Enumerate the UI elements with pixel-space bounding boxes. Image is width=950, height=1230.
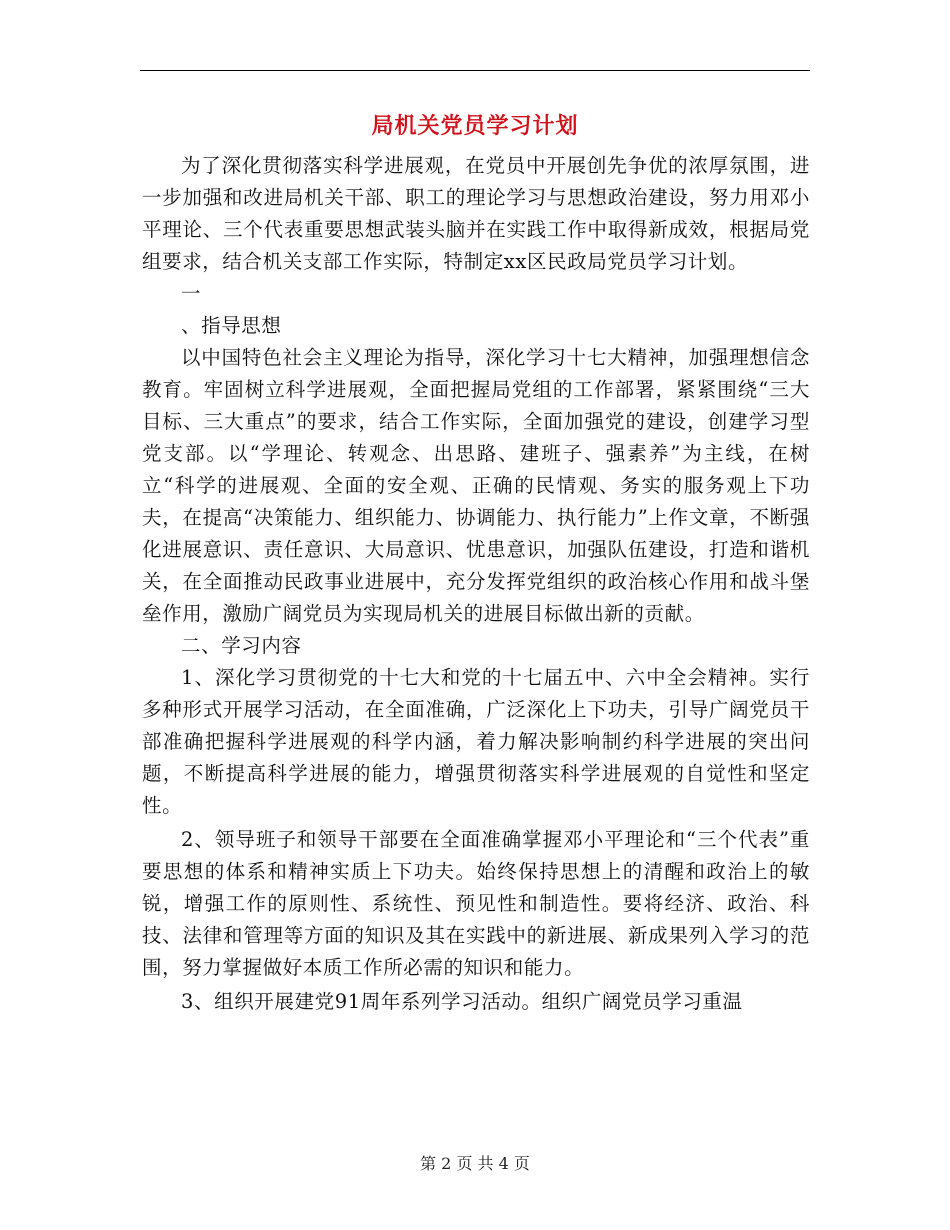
header-rule: [140, 70, 810, 71]
paragraph-item-1: 1、深化学习贯彻党的十七大和党的十七届五中、六中全会精神。实行多种形式开展学习活动，在全面准确，广泛深化上下功夫，引导广阔党员干部准确把握科学进展观的科学内涵，着力解决影响制约科学进展的突出问题，不断提高科学进展的能力，增强贯彻落实科学进展观的自觉性和坚定性。: [142, 666, 810, 817]
paragraph-item-3: 3、组织开展建党91周年系列学习活动。组织广阔党员学习重温: [181, 990, 743, 1013]
paragraph-item-2: 2、领导班子和领导干部要在全面准确掌握邓小平理论和“三个代表”重要思想的体系和精神实质上下功夫。始终保持思想上的清醒和政治上的敏锐，增强工作的原则性、系统性、预见性和制造性。要将经济、政治、科技、法律和管理等方面的知识及其在实践中的新进展、新成果列入学习的范围，努力掌握做好本质工作所必需的知识和能力。: [142, 828, 810, 979]
document-body: [142, 150, 810, 1018]
document-title: 局机关党员学习计划: [371, 113, 579, 139]
page-footer: 第 2 页 共 4 页: [420, 1154, 530, 1173]
paragraph-guiding-thought: 以中国特色社会主义理论为指导，深化学习十七大精神，加强理想信念教育。牢固树立科学进展观，全面把握局党组的工作部署，紧紧围绕“三大目标、三大重点”的要求，结合工作实际，全面加强党的建设，创建学习型党支部。以“学理论、转观念、出思路、建班子、强素养”为主线，在树立“科学的进展观、全面的安全观、正确的民情观、务实的服务观上下功夫，在提高“决策能力、组织能力、协调能力、执行能力”上作文章，不断强化进展意识、责任意识、大局意识、忧患意识，加强队伍建设，打造和谐机关，在全面推动民政事业进展中，充分发挥党组织的政治核心作用和战斗堡垒作用，激励广阔党员为实现局机关的进展目标做出新的贡献。: [142, 346, 810, 625]
section-heading-study-content: 二、学习内容: [181, 634, 302, 657]
section-heading-guiding-thought: 、指导思想: [181, 314, 282, 337]
paragraph-intro: 为了深化贯彻落实科学进展观，在党员中开展创先争优的浓厚氛围，进一步加强和改进局机关干部、职工的理论学习与思想政治建设，努力用邓小平理论、三个代表重要思想武装头脑并在实践工作中取得新成效，根据局党组要求，结合机关支部工作实际，特制定xx区民政局党员学习计划。: [142, 154, 810, 273]
section-number-one: 一: [181, 282, 202, 305]
